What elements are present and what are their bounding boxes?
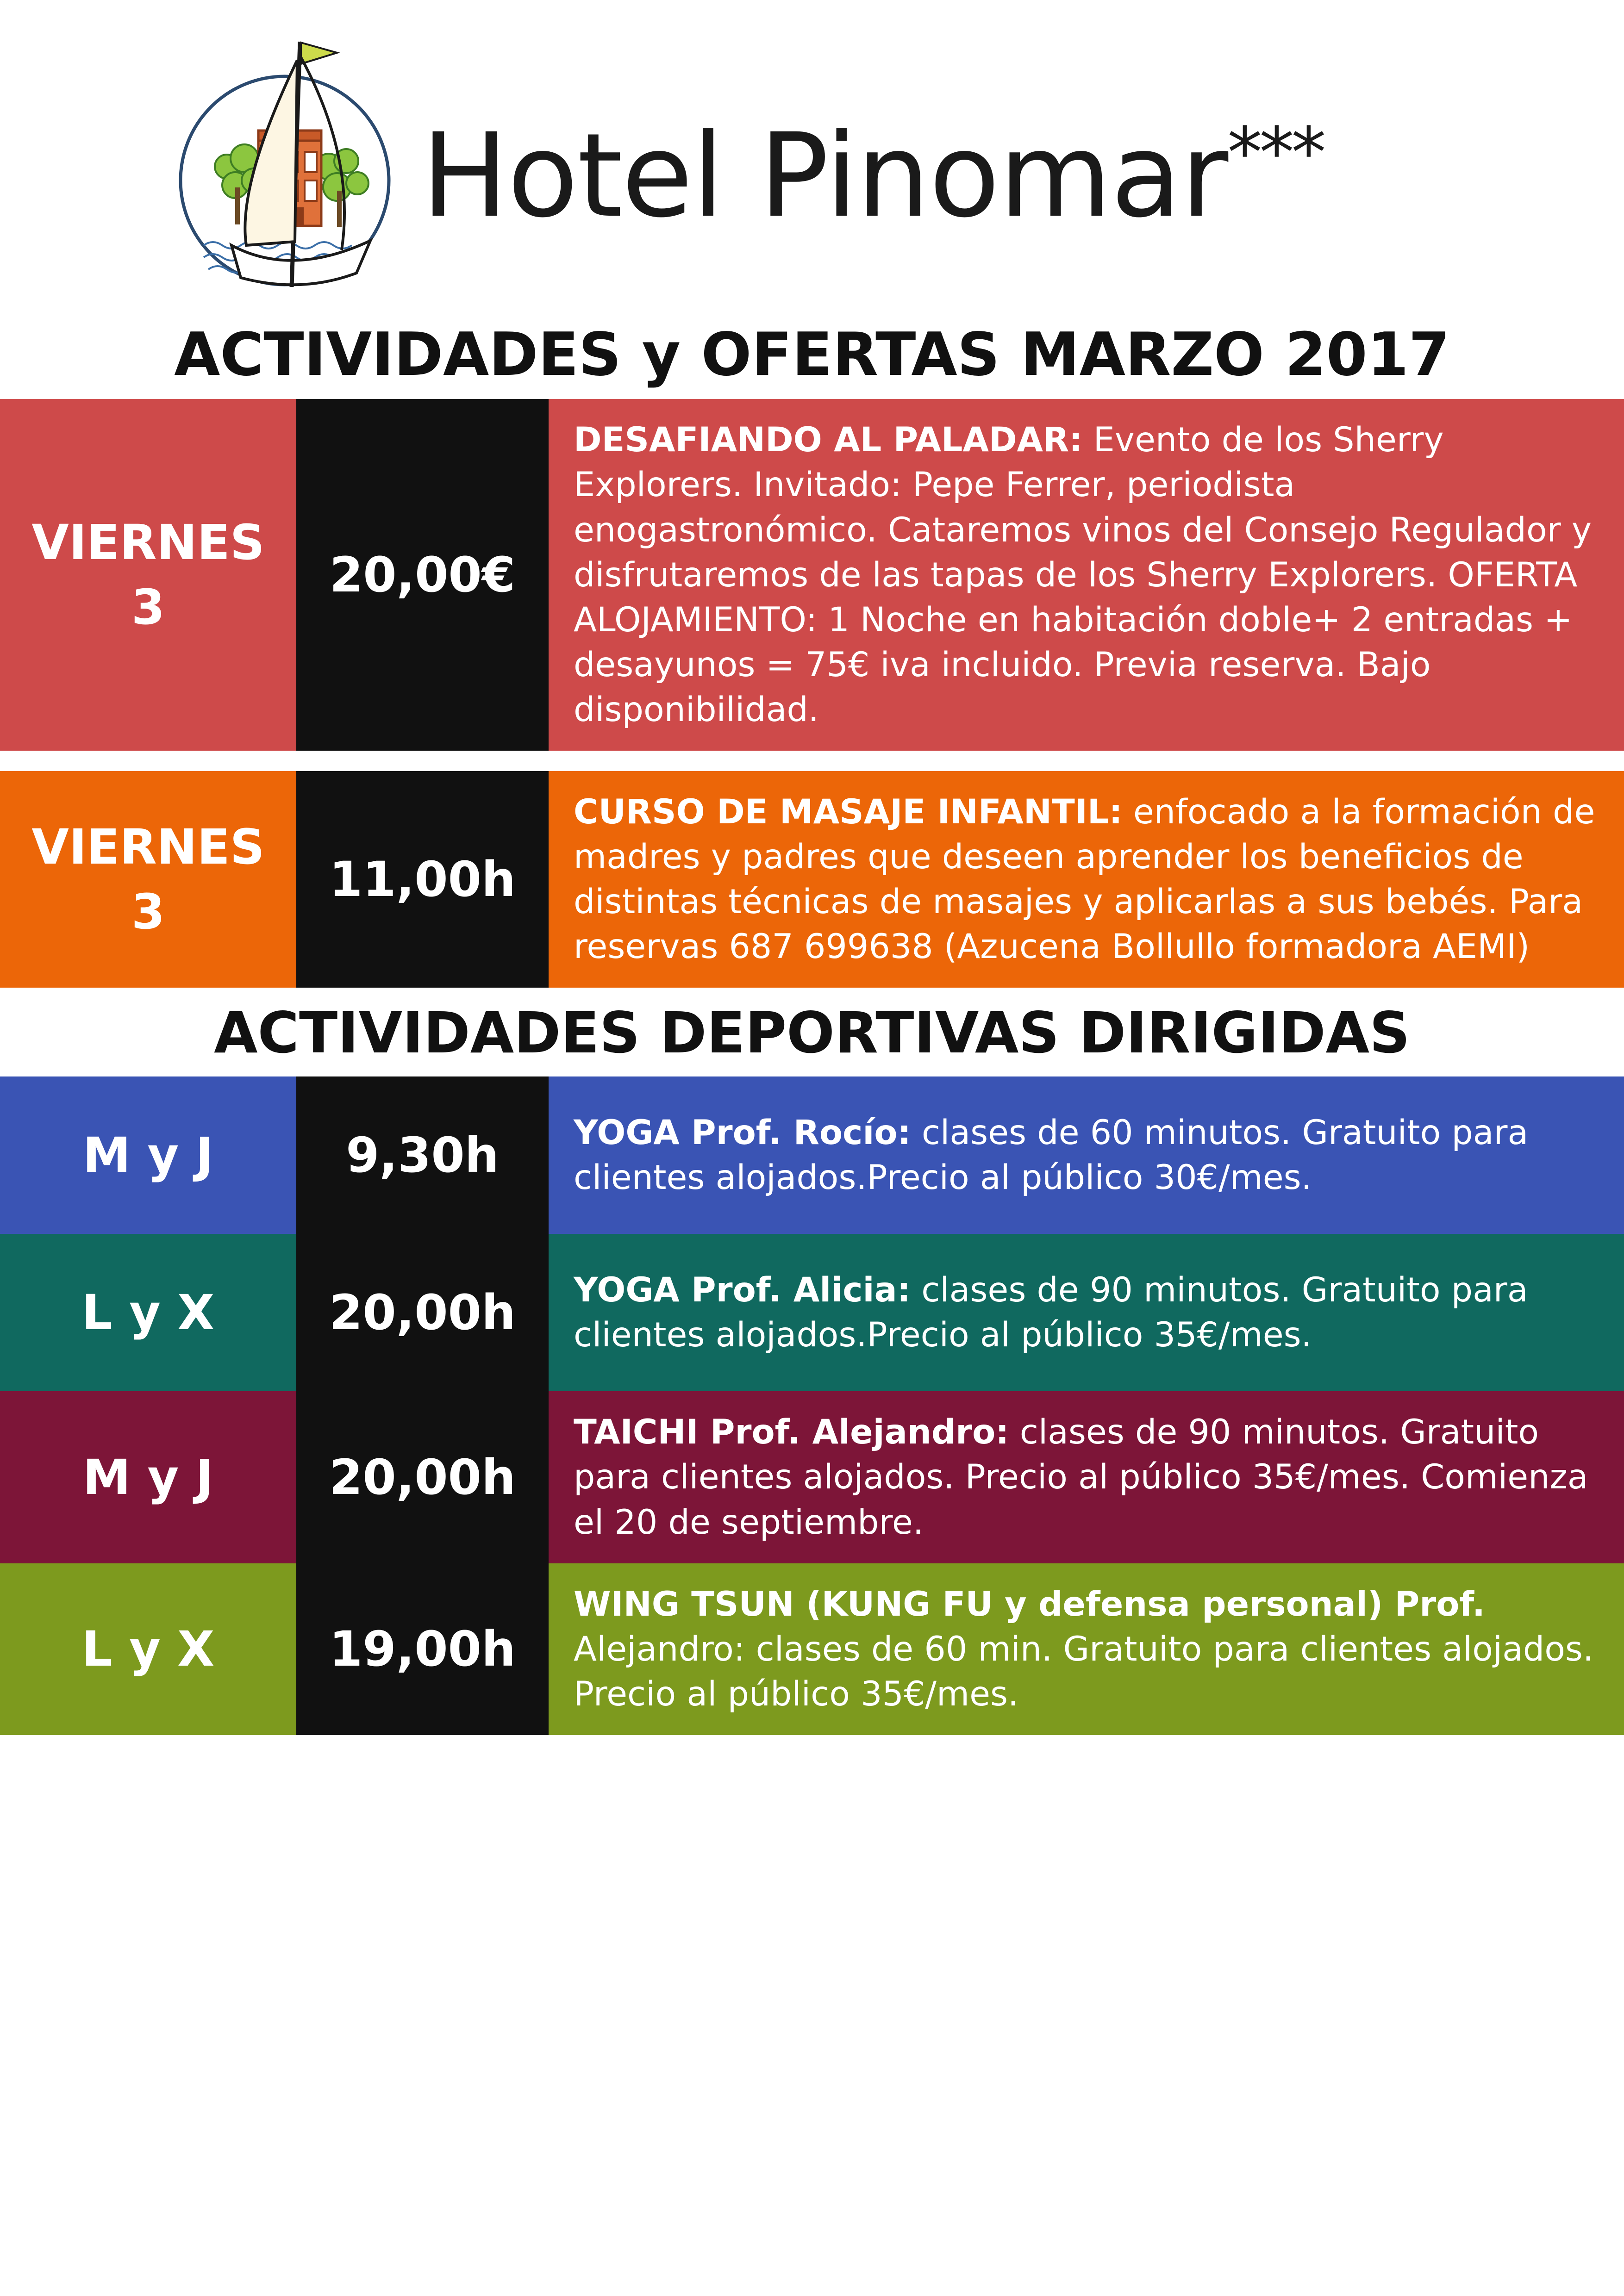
sport-description-cell (549, 1391, 1624, 1563)
header (0, 0, 1624, 324)
event-day-label: VIERNES (31, 818, 265, 875)
table-row (0, 1563, 1624, 1735)
event-day-number: 3 (131, 579, 165, 636)
hotel-logo-icon (176, 28, 407, 324)
sports-section-title: ACTIVIDADES DEPORTIVAS DIRIGIDAS (214, 1000, 1410, 1066)
sport-day-cell: L y X (0, 1563, 296, 1735)
sport-day-cell: M y J (0, 1076, 296, 1234)
event-day-number: 3 (131, 884, 165, 940)
event-time-cell: 11,00h (296, 771, 549, 988)
sport-description-text: clases de 60 minutos. Gratuito para clientes alojados.Precio al público 30€/mes. (574, 1113, 1529, 1198)
sport-time-cell: 20,00h (296, 1391, 549, 1563)
event-description-lead: CURSO DE MASAJE INFANTIL: (574, 792, 1123, 832)
event-description-text: Evento de los Sherry Explorers. Invitado: Pepe Ferrer, periodista enogastronómico. Cataremos vinos del Consejo Regulador y disfrutaremos de las tapas de los Sherry Explorers. OFERTA ALOJAMIENTO: 1 Noche en habitación doble+ 2 entradas + desayunos = 75€ iva incluido. Previa reserva. Bajo disponibilidad. (574, 420, 1592, 729)
sport-time-cell: 19,00h (296, 1563, 549, 1735)
sport-description-cell (549, 1234, 1624, 1391)
event-day-cell (0, 771, 296, 988)
sport-description-lead: YOGA Prof. Alicia: (574, 1270, 911, 1310)
sport-time-cell: 20,00h (296, 1234, 549, 1391)
event-description-lead: DESAFIANDO AL PALADAR: (574, 420, 1083, 460)
sport-description-cell (549, 1076, 1624, 1234)
event-description-cell (549, 399, 1624, 751)
table-row (0, 1234, 1624, 1391)
sport-description-text: Alejandro: clases de 60 min. Gratuito para clientes alojados. Precio al público 35€/mes. (574, 1629, 1594, 1714)
main-title: ACTIVIDADES y OFERTAS MARZO 2017 (174, 320, 1450, 389)
hotel-name: Hotel Pinomar (421, 108, 1228, 243)
event-time-cell: 20,00€ (296, 399, 549, 751)
event-day-cell (0, 399, 296, 751)
sport-description-text: clases de 90 minutos. Gratuito para clientes alojados. Precio al público 35€/mes. Comienza el 20 de septiembre. (574, 1412, 1588, 1542)
sport-description-lead: WING TSUN (KUNG FU y defensa personal) Prof. (574, 1584, 1485, 1624)
event-day-label: VIERNES (31, 514, 265, 571)
row-separator (0, 751, 1624, 771)
sport-description-cell (549, 1563, 1624, 1735)
sport-description-text: clases de 90 minutos. Gratuito para clientes alojados.Precio al público 35€/mes. (574, 1270, 1528, 1355)
sport-description-lead: TAICHI Prof. Alejandro: (574, 1412, 1009, 1452)
table-row (0, 1391, 1624, 1563)
page-title (421, 108, 1324, 243)
sport-description-lead: YOGA Prof. Rocío: (574, 1113, 911, 1153)
event-description-cell (549, 771, 1624, 988)
sport-time-cell: 9,30h (296, 1076, 549, 1234)
hotel-stars: *** (1227, 112, 1324, 193)
table-row (0, 771, 1624, 988)
table-row (0, 399, 1624, 751)
event-description-text: enfocado a la formación de madres y padres que deseen aprender los beneficios de distintas técnicas de masajes y aplicarlas a sus bebés. Para reservas 687 699638 (Azucena Bollullo formadora AEMI) (574, 792, 1595, 967)
table-row (0, 1076, 1624, 1234)
sport-day-cell: M y J (0, 1391, 296, 1563)
sport-day-cell: L y X (0, 1234, 296, 1391)
